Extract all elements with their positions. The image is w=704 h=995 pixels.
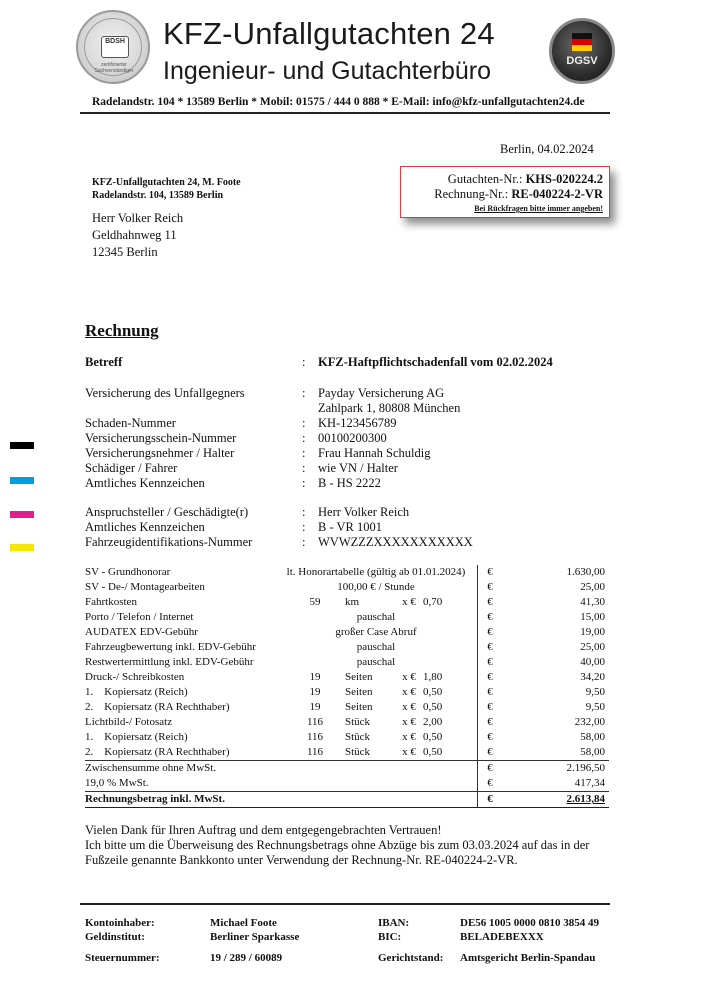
bdsh-seal-logo bbox=[76, 10, 150, 84]
closing-line-2: Ich bitte um die Überweisung des Rechnungsbetrags ohne Abzüge bis zum 03.03.2024 auf das in der bbox=[85, 838, 590, 852]
currency-symbol: € bbox=[487, 746, 493, 758]
item-multiplier: x € bbox=[402, 596, 416, 608]
detail-label: Amtliches Kennzeichen bbox=[85, 476, 205, 490]
detail-value: WVWZZZXXXXXXXXXXX bbox=[318, 535, 473, 549]
item-quantity: 19 bbox=[309, 701, 321, 713]
currency-symbol: € bbox=[487, 686, 493, 698]
colon: : bbox=[302, 520, 306, 534]
currency-symbol: € bbox=[487, 671, 493, 683]
total-row bbox=[85, 792, 609, 808]
item-amount: 34,20 bbox=[580, 671, 605, 683]
vat-amount: 417,34 bbox=[574, 777, 605, 789]
colon: : bbox=[302, 431, 306, 445]
table-row bbox=[85, 610, 609, 625]
item-basis: großer Case Abruf bbox=[335, 626, 417, 638]
footer-kontoinhaber: Michael Foote bbox=[210, 917, 277, 929]
bdsh-badge: BDSH bbox=[101, 36, 129, 58]
currency-symbol: € bbox=[487, 716, 493, 728]
footer-divider bbox=[80, 903, 610, 905]
item-description: Lichtbild-/ Fotosatz bbox=[85, 716, 173, 728]
table-row bbox=[85, 730, 609, 745]
reference-note: Bei Rückfragen bitte immer angeben! bbox=[474, 204, 603, 213]
item-description: 1. Kopiersatz (Reich) bbox=[85, 686, 188, 698]
currency-symbol: € bbox=[487, 777, 493, 789]
item-description: SV - Grundhonorar bbox=[85, 566, 171, 578]
detail-label: Anspruchsteller / Geschädigte(r) bbox=[85, 505, 249, 519]
footer-gericht: Amtsgericht Berlin-Spandau bbox=[460, 952, 596, 964]
item-unit: Seiten bbox=[345, 701, 373, 713]
currency-symbol: € bbox=[478, 792, 503, 808]
item-description: AUDATEX EDV-Gebühr bbox=[85, 626, 198, 638]
item-amount: 41,30 bbox=[580, 596, 605, 608]
footer-steuer: 19 / 289 / 60089 bbox=[210, 952, 283, 964]
item-description: 2. Kopiersatz (RA Rechthaber) bbox=[85, 746, 230, 758]
currency-symbol: € bbox=[487, 566, 493, 578]
detail-value: B - VR 1001 bbox=[318, 520, 383, 534]
currency-symbol: € bbox=[487, 731, 493, 743]
sender-line-2: Radelandstr. 104, 13589 Berlin bbox=[92, 190, 224, 201]
gutachten-number: Gutachten-Nr.: KHS-020224.2 bbox=[447, 172, 603, 186]
item-unit: Stück bbox=[345, 716, 371, 728]
table-row bbox=[85, 685, 609, 700]
detail-label: Versicherung des Unfallgegners bbox=[85, 386, 245, 400]
flag-icon bbox=[572, 33, 592, 51]
colon: : bbox=[302, 386, 306, 400]
table-row bbox=[85, 595, 609, 610]
item-amount: 15,00 bbox=[580, 611, 605, 623]
item-basis: lt. Honorartabelle (gültig ab 01.01.2024) bbox=[286, 566, 466, 578]
detail-value: Herr Volker Reich bbox=[318, 505, 410, 519]
detail-value: Frau Hannah Schuldig bbox=[318, 446, 431, 460]
header-divider bbox=[80, 112, 610, 114]
item-description: Restwertermittlung inkl. EDV-Gebühr bbox=[85, 656, 254, 668]
betreff-label: Betreff bbox=[85, 355, 123, 369]
item-price: 1,80 bbox=[423, 671, 443, 683]
reference-box bbox=[400, 166, 610, 218]
item-amount: 9,50 bbox=[585, 686, 605, 698]
item-basis: pauschal bbox=[356, 641, 396, 653]
print-mark-magenta bbox=[10, 511, 34, 518]
currency-symbol: € bbox=[487, 656, 493, 668]
colon: : bbox=[302, 535, 306, 549]
detail-value: KH-123456789 bbox=[318, 416, 397, 430]
item-description: 2. Kopiersatz (RA Rechthaber) bbox=[85, 701, 230, 713]
invoice-date: Berlin, 04.02.2024 bbox=[500, 142, 594, 156]
footer-iban-label: IBAN: bbox=[378, 917, 410, 929]
currency-symbol: € bbox=[478, 761, 503, 777]
item-amount: 19,00 bbox=[580, 626, 605, 638]
table-row bbox=[85, 715, 609, 730]
table-row bbox=[85, 670, 609, 685]
closing-line-3: Fußzeile genannte Bankkonto unter Verwendung der Rechnung-Nr. RE-040224-2-VR. bbox=[85, 853, 518, 867]
item-unit: Seiten bbox=[345, 686, 373, 698]
table-row bbox=[85, 565, 609, 580]
detail-label: Fahrzeugidentifikations-Nummer bbox=[85, 535, 253, 549]
item-description: SV - De-/ Montagearbeiten bbox=[85, 581, 205, 593]
colon: : bbox=[302, 446, 306, 460]
total-amount: 2.613,84 bbox=[502, 792, 609, 808]
item-amount: 58,00 bbox=[580, 746, 605, 758]
recipient-city: 12345 Berlin bbox=[92, 245, 158, 259]
currency-symbol: € bbox=[487, 626, 493, 638]
currency-symbol: € bbox=[487, 596, 493, 608]
recipient-name: Herr Volker Reich bbox=[92, 211, 184, 225]
item-price: 0,50 bbox=[423, 701, 443, 713]
colon: : bbox=[302, 461, 306, 475]
print-mark-yellow bbox=[10, 544, 34, 551]
item-amount: 232,00 bbox=[574, 716, 605, 728]
item-multiplier: x € bbox=[402, 746, 416, 758]
item-amount: 25,00 bbox=[580, 581, 605, 593]
table-row bbox=[85, 655, 609, 670]
item-basis: 100,00 € / Stunde bbox=[337, 581, 415, 593]
item-amount: 40,00 bbox=[580, 656, 605, 668]
betreff-value: KFZ-Haftpflichtschadenfall vom 02.02.2024 bbox=[318, 355, 553, 369]
subtotal-row bbox=[85, 761, 609, 777]
footer-geldinstitut-label: Geldinstitut: bbox=[85, 931, 145, 943]
item-quantity: 116 bbox=[306, 731, 324, 743]
item-description: 1. Kopiersatz (Reich) bbox=[85, 731, 188, 743]
item-unit: Seiten bbox=[345, 671, 373, 683]
table-row bbox=[85, 580, 609, 595]
detail-label: Schaden-Nummer bbox=[85, 416, 176, 430]
subtotal-amount: 2.196,50 bbox=[502, 761, 609, 777]
contact-line: Radelandstr. 104 * 13589 Berlin * Mobil: 01575 / 444 0 888 * E-Mail: info@kfz-unfallgutachten24.de bbox=[92, 96, 585, 108]
table-row bbox=[85, 745, 609, 761]
item-description: Fahrzeugbewertung inkl. EDV-Gebühr bbox=[85, 641, 256, 653]
footer-kontoinhaber-label: Kontoinhaber: bbox=[85, 917, 155, 929]
item-amount: 25,00 bbox=[580, 641, 605, 653]
item-multiplier: x € bbox=[402, 701, 416, 713]
item-multiplier: x € bbox=[402, 686, 416, 698]
item-multiplier: x € bbox=[402, 716, 416, 728]
closing-line-1: Vielen Dank für Ihren Auftrag und dem entgegengebrachten Vertrauen! bbox=[85, 823, 442, 837]
item-quantity: 59 bbox=[309, 596, 321, 608]
detail-value: Payday Versicherung AG bbox=[318, 386, 445, 400]
colon: : bbox=[302, 416, 306, 430]
item-multiplier: x € bbox=[402, 731, 416, 743]
detail-label: Versicherungsnehmer / Halter bbox=[85, 446, 235, 460]
item-amount: 1.630,00 bbox=[566, 566, 605, 578]
sender-line-1: KFZ-Unfallgutachten 24, M. Foote bbox=[92, 177, 241, 188]
footer-geldinstitut: Berliner Sparkasse bbox=[210, 931, 300, 943]
item-quantity: 19 bbox=[309, 671, 321, 683]
colon: : bbox=[302, 505, 306, 519]
detail-value: B - HS 2222 bbox=[318, 476, 381, 490]
item-price: 0,50 bbox=[423, 746, 443, 758]
footer-bic: BELADEBEXXX bbox=[460, 931, 544, 943]
table-row bbox=[85, 640, 609, 655]
recipient-street: Geldhahnweg 11 bbox=[92, 228, 177, 242]
item-amount: 58,00 bbox=[580, 731, 605, 743]
footer-iban: DE56 1005 0000 0810 3854 49 bbox=[460, 917, 600, 929]
currency-symbol: € bbox=[487, 611, 493, 623]
colon: : bbox=[302, 355, 306, 369]
currency-symbol: € bbox=[487, 581, 493, 593]
item-price: 0,50 bbox=[423, 731, 443, 743]
item-price: 0,70 bbox=[423, 596, 443, 608]
total-label: Rechnungsbetrag inkl. MwSt. bbox=[85, 792, 467, 808]
company-title: KFZ-Unfallgutachten 24 bbox=[163, 16, 495, 51]
item-description: Porto / Telefon / Internet bbox=[85, 611, 194, 623]
item-amount: 9,50 bbox=[585, 701, 605, 713]
currency-symbol: € bbox=[487, 641, 493, 653]
item-description: Fahrtkosten bbox=[85, 596, 137, 608]
dgsv-text: DGSV bbox=[566, 55, 598, 67]
item-quantity: 116 bbox=[306, 716, 324, 728]
item-unit: Stück bbox=[345, 731, 371, 743]
colon: : bbox=[302, 476, 306, 490]
item-unit: Stück bbox=[345, 746, 371, 758]
rechnung-number: Rechnung-Nr.: RE-040224-2-VR bbox=[434, 187, 603, 201]
detail-value: Zahlpark 1, 80808 München bbox=[318, 401, 461, 415]
vat-row bbox=[85, 776, 609, 792]
detail-value: 00100200300 bbox=[318, 431, 387, 445]
item-multiplier: x € bbox=[402, 671, 416, 683]
item-basis: pauschal bbox=[356, 611, 396, 623]
detail-label: Amtliches Kennzeichen bbox=[85, 520, 205, 534]
detail-label: Schädiger / Fahrer bbox=[85, 461, 178, 475]
detail-label: Versicherungsschein-Nummer bbox=[85, 431, 237, 445]
footer-gericht-label: Gerichtstand: bbox=[378, 952, 444, 964]
bdsh-subtitle: zertifizierter Sachverständiger bbox=[94, 62, 134, 74]
table-row bbox=[85, 625, 609, 640]
item-quantity: 116 bbox=[306, 746, 324, 758]
item-quantity: 19 bbox=[309, 686, 321, 698]
print-mark-black bbox=[10, 442, 34, 449]
detail-value: wie VN / Halter bbox=[318, 461, 398, 475]
footer-steuer-label: Steuernummer: bbox=[85, 952, 160, 964]
print-mark-cyan bbox=[10, 477, 34, 484]
company-subtitle: Ingenieur- und Gutachterbüro bbox=[163, 57, 491, 85]
dgsv-seal-logo bbox=[549, 18, 615, 84]
item-description: Druck-/ Schreibkosten bbox=[85, 671, 185, 683]
item-basis: pauschal bbox=[356, 656, 396, 668]
item-unit: km bbox=[345, 596, 360, 608]
table-row bbox=[85, 700, 609, 715]
subtotal-label: Zwischensumme ohne MwSt. bbox=[85, 761, 467, 777]
invoice-table bbox=[85, 565, 609, 808]
currency-symbol: € bbox=[487, 701, 493, 713]
document-title: Rechnung bbox=[85, 321, 159, 340]
item-price: 0,50 bbox=[423, 686, 443, 698]
vat-label: 19,0 % MwSt. bbox=[85, 777, 149, 789]
item-price: 2,00 bbox=[423, 716, 443, 728]
footer-bic-label: BIC: bbox=[378, 931, 402, 943]
